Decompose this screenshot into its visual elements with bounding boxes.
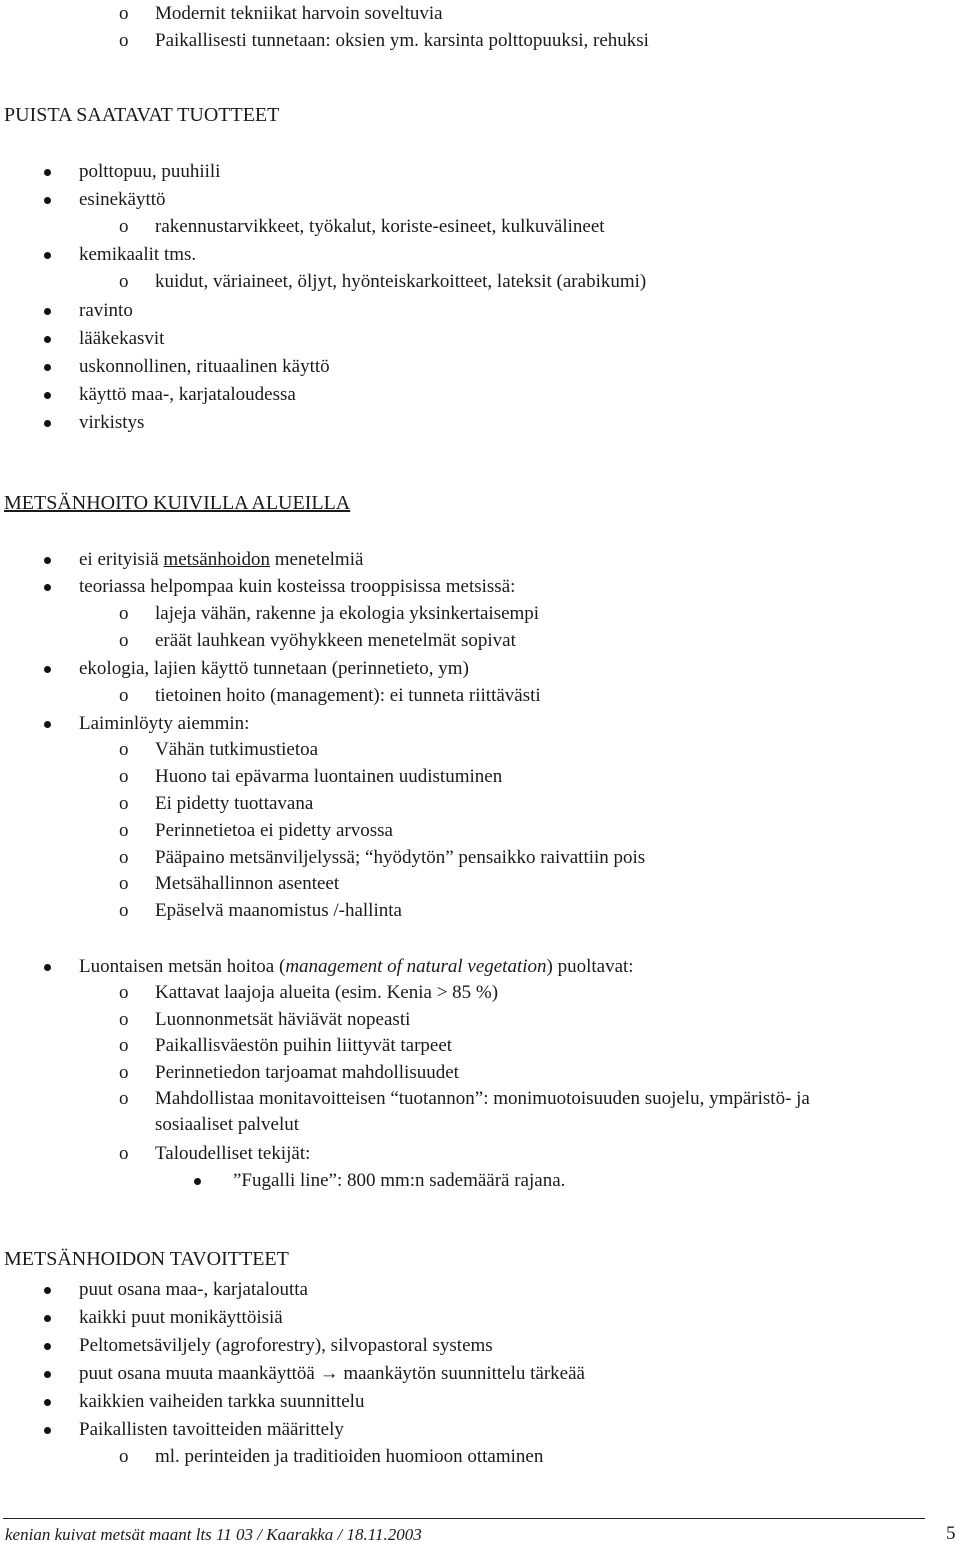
circle-bullet-icon: o: [119, 982, 129, 1003]
page-number: 5: [946, 1523, 956, 1544]
item-text: Paikallisväestön puihin liittyvät tarpeet: [155, 1035, 453, 1056]
item-text: Kattavat laajoja alueita (esim. Kenia > 85 %): [155, 982, 499, 1003]
item-text: Modernit tekniikat harvoin soveltuvia: [155, 3, 443, 24]
item-text: tietoinen hoito (management): ei tunneta riittävästi: [155, 685, 541, 706]
item-text: Mahdollistaa monitavoitteisen “tuotannon”: monimuotoisuuden suojelu, ympäristö- ja: [155, 1088, 810, 1109]
item-text: käyttö maa-, karjataloudessa: [79, 384, 296, 405]
bullet-icon: [44, 1371, 51, 1378]
circle-bullet-icon: o: [119, 1446, 129, 1467]
bullet-icon: [44, 557, 51, 564]
item-text: kuidut, väriaineet, öljyt, hyönteiskarkoitteet, lateksit (arabikumi): [155, 271, 647, 292]
item-text: Perinnetietoa ei pidetty arvossa: [155, 820, 393, 841]
bullet-icon: [44, 721, 51, 728]
item-text: kemikaalit tms.: [79, 244, 197, 265]
item-text: ei erityisiä: [79, 549, 164, 570]
bullet-icon: [44, 364, 51, 371]
item-text: ml. perinteiden ja traditioiden huomioon ottaminen: [155, 1446, 544, 1467]
bullet-icon: [44, 169, 51, 176]
footer-rule: [3, 1518, 925, 1519]
item-text: Laiminlöyty aiemmin:: [79, 713, 250, 734]
item-text: polttopuu, puuhiili: [79, 161, 221, 182]
bullet-icon: [44, 964, 51, 971]
item-text: ”Fugalli line”: 800 mm:n sademäärä rajana.: [233, 1170, 566, 1191]
circle-bullet-icon: o: [119, 685, 129, 706]
bullet-icon: [44, 1287, 51, 1294]
item-text: Pääpaino metsänviljelyssä; “hyödytön” pensaikko raivattiin pois: [155, 847, 646, 868]
item-text: virkistys: [79, 412, 145, 433]
item-text: lajeja vähän, rakenne ja ekologia yksinkertaisempi: [155, 603, 540, 624]
circle-bullet-icon: o: [119, 30, 129, 51]
item-text: puut osana muuta maankäyttöä → maankäytön suunnittelu tärkeää: [79, 1363, 585, 1384]
item-text: kaikkien vaiheiden tarkka suunnittelu: [79, 1391, 365, 1412]
item-text: Peltometsäviljely (agroforestry), silvopastoral systems: [79, 1335, 493, 1356]
heading-text: PUISTA SAATAVAT TUOTTEET: [4, 104, 280, 126]
item-text: puut osana maa-, karjataloutta: [79, 1279, 308, 1300]
bullet-icon: [44, 392, 51, 399]
italic-term: management of natural vegetation: [285, 956, 547, 977]
circle-bullet-icon: o: [119, 1062, 129, 1083]
underlined-term: metsänhoidon: [163, 549, 271, 570]
item-text: Ei pidetty tuottavana: [155, 793, 314, 814]
item-text: eräät lauhkean vyöhykkeen menetelmät sopivat: [155, 630, 516, 651]
circle-bullet-icon: o: [119, 739, 129, 760]
item-text: Perinnetiedon tarjoamat mahdollisuudet: [155, 1062, 459, 1083]
item-text: Luontaisen metsän hoitoa (: [79, 956, 286, 977]
item-text: lääkekasvit: [79, 328, 165, 349]
bullet-icon: [44, 420, 51, 427]
circle-bullet-icon: o: [119, 1143, 129, 1164]
bullet-icon: [44, 1399, 51, 1406]
circle-bullet-icon: o: [119, 873, 129, 894]
item-text-continued: menetelmiä: [270, 549, 364, 570]
bullet-icon: [44, 336, 51, 343]
bullet-icon: [44, 197, 51, 204]
item-text: rakennustarvikkeet, työkalut, koriste-esineet, kulkuvälineet: [155, 216, 605, 237]
item-text: Huono tai epävarma luontainen uudistuminen: [155, 766, 503, 787]
item-text: teoriassa helpompaa kuin kosteissa trooppisissa metsissä:: [79, 576, 516, 597]
circle-bullet-icon: o: [119, 1088, 129, 1109]
circle-bullet-icon: o: [119, 900, 129, 921]
item-text: Epäselvä maanomistus /-hallinta: [155, 900, 402, 921]
footer-text: kenian kuivat metsät maant lts 11 03 / Kaarakka / 18.11.2003: [5, 1525, 422, 1544]
heading-text: METSÄNHOIDON TAVOITTEET: [4, 1248, 289, 1270]
bullet-icon: [44, 1343, 51, 1350]
circle-bullet-icon: o: [119, 820, 129, 841]
circle-bullet-icon: o: [119, 847, 129, 868]
bullet-icon: [44, 308, 51, 315]
item-text-continued: ) puoltavat:: [546, 956, 634, 977]
item-text: Taloudelliset tekijät:: [155, 1143, 311, 1164]
circle-bullet-icon: o: [119, 1035, 129, 1056]
heading-text: METSÄNHOITO KUIVILLA ALUEILLA: [4, 492, 351, 514]
item-text: Paikallisten tavoitteiden määrittely: [79, 1419, 344, 1440]
item-text: ekologia, lajien käyttö tunnetaan (perinnetieto, ym): [79, 658, 469, 679]
item-text: uskonnollinen, rituaalinen käyttö: [79, 356, 330, 377]
item-text: ravinto: [79, 300, 133, 321]
circle-bullet-icon: o: [119, 766, 129, 787]
item-text: Paikallisesti tunnetaan: oksien ym. karsinta polttopuuksi, rehuksi: [155, 30, 649, 51]
bullet-icon: [44, 252, 51, 259]
circle-bullet-icon: o: [119, 793, 129, 814]
bullet-icon: [44, 1427, 51, 1434]
bullet-icon: [44, 666, 51, 673]
circle-bullet-icon: o: [119, 1009, 129, 1030]
bullet-icon: [44, 1315, 51, 1322]
bullet-icon: [44, 584, 51, 591]
circle-bullet-icon: o: [119, 603, 129, 624]
item-text: kaikki puut monikäyttöisiä: [79, 1307, 283, 1328]
circle-bullet-icon: o: [119, 3, 129, 24]
item-text: Metsähallinnon asenteet: [155, 873, 340, 894]
circle-bullet-icon: o: [119, 271, 129, 292]
circle-bullet-icon: o: [119, 216, 129, 237]
circle-bullet-icon: o: [119, 630, 129, 651]
item-text: Vähän tutkimustietoa: [155, 739, 319, 760]
item-text: sosiaaliset palvelut: [155, 1114, 300, 1135]
bullet-icon: [194, 1178, 201, 1185]
item-text: esinekäyttö: [79, 189, 166, 210]
item-text: Luonnonmetsät häviävät nopeasti: [155, 1009, 411, 1030]
